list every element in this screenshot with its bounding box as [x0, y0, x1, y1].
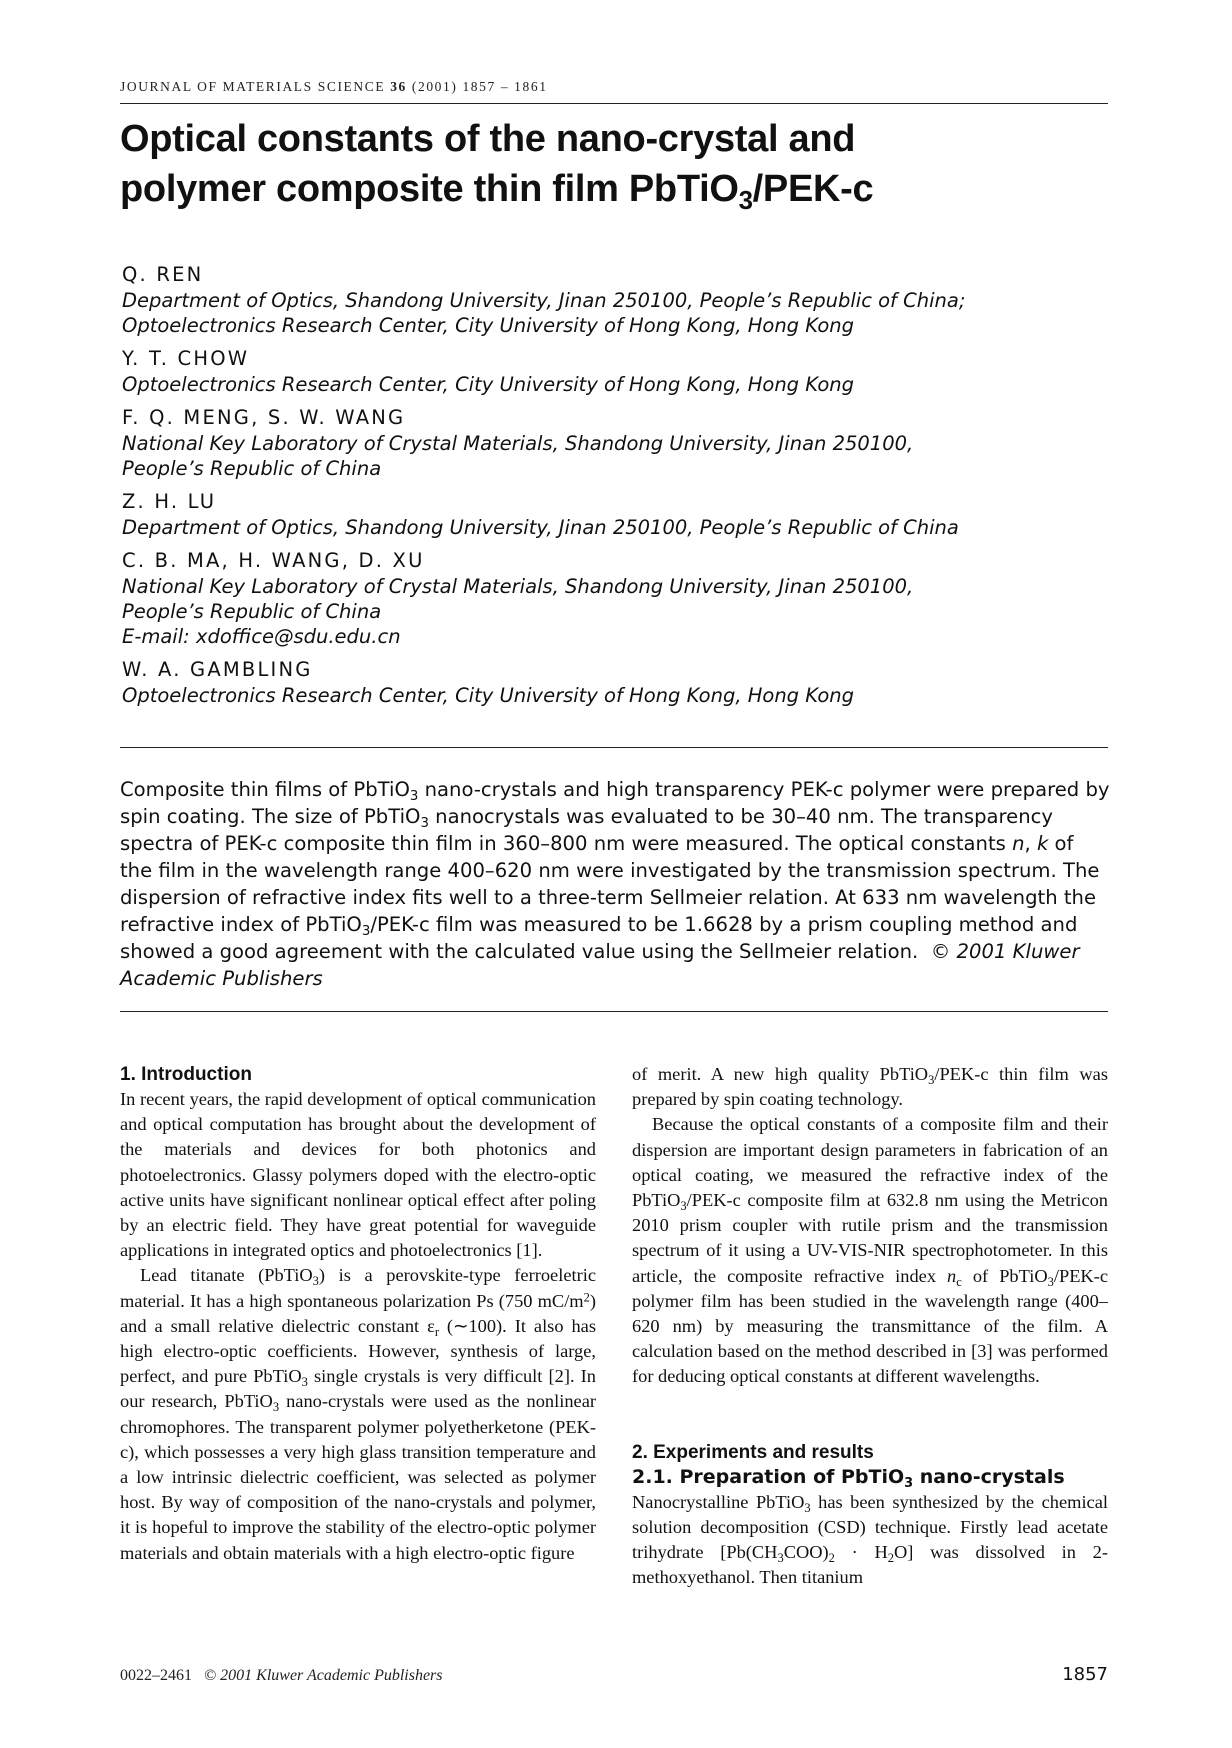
author-name: Y. T. CHOW [122, 347, 250, 370]
author-affiliation: People’s Republic of China [122, 457, 382, 480]
intro-paragraph-3: of merit. A new high quality PbTiO$_3$/PEK-c thin film was prepared by spin coating technology. [632, 1064, 1108, 1110]
author-block [122, 657, 1102, 708]
section-heading-introduction: 1. Introduction [120, 1064, 252, 1085]
header-rule [120, 103, 1108, 104]
section-heading-experiments: 2. Experiments and results [632, 1441, 874, 1463]
author-name: C. B. MA, H. WANG, D. XU [122, 549, 425, 572]
abstract-bottom-rule [120, 1011, 1108, 1012]
author-email: E-mail: xdoffice@sdu.edu.cn [122, 625, 401, 648]
journal-name: JOURNAL OF MATERIALS SCIENCE [120, 79, 386, 94]
intro-paragraph-2: Lead titanate (PbTiO$_3$) is a perovskite-type ferroeletric material. It has a high spontaneous polarization Ps (750 $mC/m^2$) and a small relative dielectric constant $\varepsilon_r$ (∼100). It also has high electro-optic coefficients. However, synthesis of large, perfect, and pure PbTiO$_3$ single crystals is very difficult [2]. In our research, PbTiO$_3$ nano-crystals were used as the nonlinear chromophores. The transparent polymer polyetherketone (PEK-c), which possesses a very high glass transition temperature and a low intrinsic dielectric coefficient, was selected as polymer host. By way of composition of the nano-crystals and polymer, it is hopeful to improve the stability of the electro-optic polymer materials and obtain materials with a high electro-optic figure [120, 1265, 596, 1563]
left-column [120, 1062, 596, 1566]
author-name: F. Q. MENG, S. W. WANG [122, 406, 406, 429]
intro-paragraph-1: In recent years, the rapid development of optical communication and optical computation has brought about the development of the materials and devices for both photonics and photoelectronics. Glassy polymers doped with the electro-optic active units have significant nonlinear optical effect after poling by an electric field. They have great potential for waveguide applications in integrated optics and photoelectronics [1]. [120, 1089, 596, 1261]
subsection-heading-preparation: 2.1. Preparation of PbTiO$_3$ nano-crystals [632, 1465, 1065, 1491]
author-block [122, 489, 1102, 540]
author-list [122, 262, 1102, 716]
author-affiliation: People’s Republic of China [122, 600, 382, 623]
author-affiliation: Optoelectronics Research Center, City University of Hong Kong, Hong Kong [122, 373, 855, 396]
title-line-1: Optical constants of the nano-crystal and [120, 118, 856, 160]
journal-year-pages: (2001) 1857 – 1861 [411, 79, 548, 94]
running-head [120, 79, 548, 95]
author-affiliation: Department of Optics, Shandong University, Jinan 250100, People’s Republic of China; [122, 289, 966, 312]
author-block [122, 346, 1102, 397]
author-block [122, 405, 1102, 481]
preparation-paragraph: Nanocrystalline PbTiO$_3$ has been synthesized by the chemical solution decomposition (CSD) technique. Firstly lead acetate trihydrate $[Pb(CH_3COO)_2 \cdot H_2O]$ was dissolved in 2-methoxyethanol. Then titanium [632, 1491, 1108, 1588]
abstract-top-rule [120, 747, 1108, 748]
right-column [632, 1062, 1108, 1590]
page-number: 1857 [1062, 1664, 1108, 1685]
author-affiliation: Optoelectronics Research Center, City University of Hong Kong, Hong Kong [122, 314, 855, 337]
author-block [122, 548, 1102, 649]
footer-issn: 0022–2461 © 2001 Kluwer Academic Publishers [120, 1667, 443, 1684]
paper-title [120, 114, 1108, 214]
author-name: W. A. GAMBLING [122, 658, 313, 681]
author-affiliation: Department of Optics, Shandong University, Jinan 250100, People’s Republic of China [122, 516, 959, 539]
author-block [122, 262, 1102, 338]
author-affiliation: National Key Laboratory of Crystal Materials, Shandong University, Jinan 250100, [122, 575, 914, 598]
author-name: Q. REN [122, 263, 204, 286]
intro-paragraph-4: Because the optical constants of a composite film and their dispersion are important design parameters in fabrication of an optical coating, we measured the refractive index of the PbTiO$_3$/PEK-c composite film at 632.8 nm using the Metricon 2010 prism coupler with rutile prism and the transmission spectrum of it using a UV-VIS-NIR spectrophotometer. In this article, the composite refractive index $n_c$ of PbTiO$_3$/PEK-c polymer film has been studied in the wavelength range (400–620 nm) by measuring the transmittance of the film. A calculation based on the method described in [3] was performed for deducing optical constants at different wavelengths. [632, 1114, 1108, 1387]
author-affiliation: National Key Laboratory of Crystal Materials, Shandong University, Jinan 250100, [122, 432, 914, 455]
footer-copyright: © 2001 Kluwer Academic Publishers [204, 1667, 443, 1684]
journal-volume: 36 [390, 79, 407, 94]
author-affiliation: Optoelectronics Research Center, City University of Hong Kong, Hong Kong [122, 684, 855, 707]
title-line-2: polymer composite thin film PbTiO$_3$/PEK-c [120, 168, 874, 215]
abstract: Composite thin films of PbTiO$_3$ nano-crystals and high transparency PEK-c polymer were prepared by spin coating. The size of PbTiO$_3$ nanocrystals was evaluated to be 30–40 nm. The transparency spectra of PEK-c composite thin film in 360–800 nm were measured. The optical constants n, k of the film in the wavelength range 400–620 nm were investigated by the transmission spectrum. The dispersion of refractive index fits well to a three-term Sellmeier relation. At 633 nm wavelength the refractive index of PbTiO$_3$/PEK-c film was measured to be 1.6628 by a prism coupling method and showed a good agreement with the calculated value using the Sellmeier relation. © 2001 Kluwer Academic Publishers [120, 778, 1110, 990]
author-name: Z. H. LU [122, 490, 217, 513]
section-gap [632, 1390, 1108, 1440]
abstract-copyright: © 2001 Kluwer Academic Publishers [120, 940, 1080, 990]
